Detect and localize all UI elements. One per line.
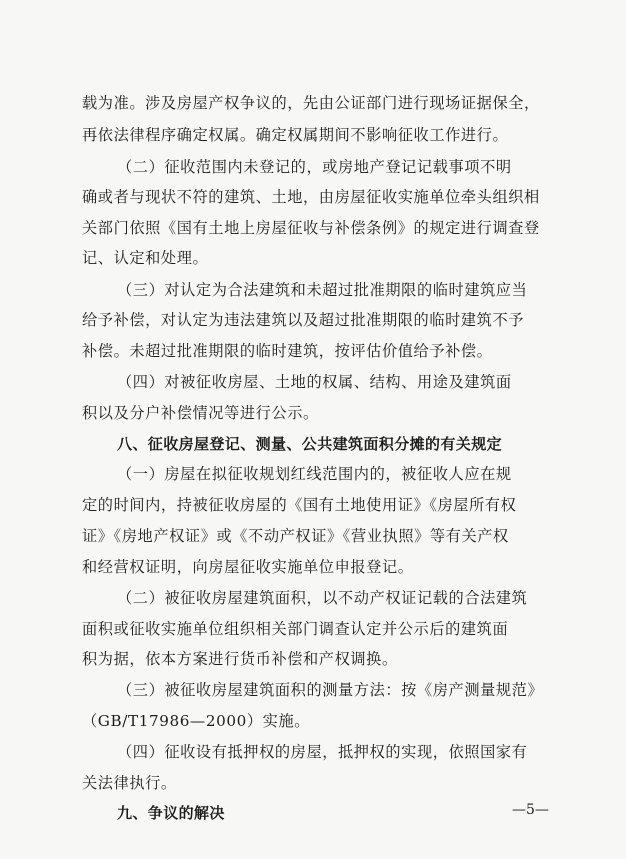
paragraph-line: 面积或征收实施单位组织相关部门调查认定并公示后的建筑面 [82,620,509,638]
paragraph-line: （三）对认定为合法建筑和未超过批准期限的临时建筑应当 [117,281,528,299]
paragraph-line: 关部门依照《国有土地上房屋征收与补偿条例》的规定进行调查登 [82,219,540,237]
paragraph-line: 再依法律程序确定权属。确定权属期间不影响征收工作进行。 [82,126,509,144]
section-heading: 九、争议的解决 [117,804,225,822]
paragraph-line: 记、认定和处理。 [82,249,209,267]
paragraph-line: （四）对被征收房屋、土地的权属、结构、用途及建筑面 [117,373,512,391]
paragraph-line: 补偿。未超过批准期限的临时建筑，按评估价值给予补偿。 [82,342,493,360]
paragraph-line: （GB/T17986—2000）实施。 [82,712,311,730]
paragraph-line: 积为据，依本方案进行货币补偿和产权调换。 [82,650,398,668]
section-heading: 八、征收房屋登记、测量、公共建筑面积分摊的有关规定 [117,435,503,453]
paragraph-line: 确或者与现状不符的建筑、土地，由房屋征收实施单位牵头组织相 [82,188,540,206]
paragraph-line: 积以及分户补偿情况等进行公示。 [82,404,319,422]
paragraph-line: （二）征收范围内未登记的，或房地产登记记载事项不明 [117,158,512,176]
paragraph-line: 定的时间内，持被征收房屋的《国有土地使用证》《房屋所有权 [82,496,517,514]
paragraph-line: 给予补偿，对认定为违法建筑以及超过批准期限的临时建筑不予 [82,311,525,329]
paragraph-line: （二）被征收房屋建筑面积，以不动产权证记载的合法建筑 [117,589,528,607]
paragraph-line: 关法律执行。 [82,774,177,792]
paragraph-line: 证》《房地产权证》或《不动产权证》《营业执照》等有关产权 [82,527,509,545]
paragraph-line: （三）被征收房屋建筑面积的测量方法：按《房产测量规范》 [117,681,544,699]
paragraph-line: 载为准。涉及房屋产权争议的，先由公证部门进行现场证据保全， [82,94,540,112]
page-number: —5— [512,802,549,818]
paragraph-line: （四）征收设有抵押权的房屋，抵押权的实现，依照国家有 [117,743,528,761]
paragraph-line: 和经营权证明，向房屋征收实施单位申报登记。 [82,558,414,576]
paragraph-line: （一）房屋在拟征收规划红线范围内的，被征收人应在规 [117,465,512,483]
